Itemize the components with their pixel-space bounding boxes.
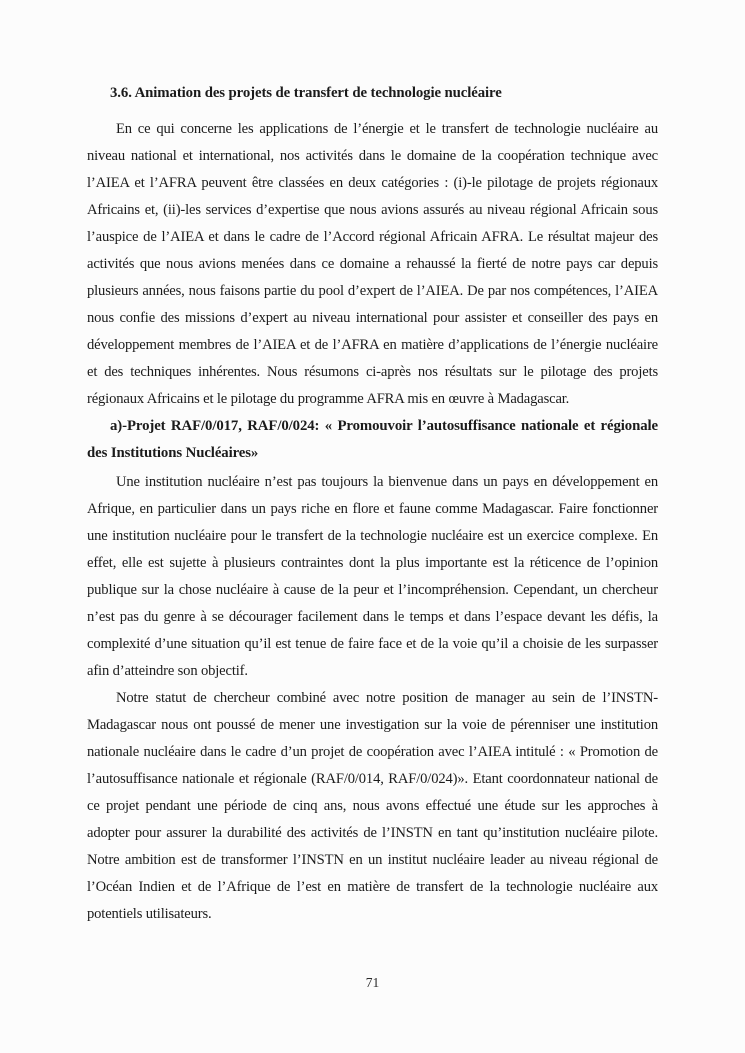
page-content xyxy=(87,80,658,928)
paragraph-statut-chercheur: Notre statut de chercheur combiné avec notre position de manager au sein de l’INSTN-Madagascar nous ont poussé de mener une investigation sur la voie de pérenniser une institution nationale nucléaire dans le cadre d’un projet de coopération avec l’AIEA intitulé : « Promotion de l’autosuffisance nationale et régionale (RAF/0/014, RAF/0/024)». Etant coordonnateur national de ce projet pendant une période de cinq ans, nous avons effectué une étude sur les approches à adopter pour assurer la durabilité des activités de l’INSTN en tant qu’institution nucléaire pilote. Notre ambition est de transformer l’INSTN en un institut nucléaire leader au niveau régional de l’Océan Indien et de l’Afrique de l’est en matière de transfert de la technologie nucléaire aux potentiels utilisateurs. xyxy=(87,690,658,922)
paragraph-institution-nucleaire: Une institution nucléaire n’est pas toujours la bienvenue dans un pays en développement en Afrique, en particulier dans un pays riche en flore et faune comme Madagascar. Faire fonctionner une institution nucléaire pour le transfert de la technologie nucléaire est un exercice complexe. En effet, elle est sujette à plusieurs contraintes dont la plus importante est la réticence de l’opinion publique sur la chose nucléaire à cause de la peur et l’incompréhension. Cependant, un chercheur n’est pas du genre à se décourager facilement dans le temps et dans l’espace devant les défis, la complexité d’une situation qu’il est tenue de faire face et de la voie qu’il a choisie de les surpasser afin d’atteindre son objectif. xyxy=(87,474,658,679)
subsection-heading-projet-raf: a)-Projet RAF/0/017, RAF/0/024: « Promouvoir l’autosuffisance nationale et régionale des Institutions Nucléaires» xyxy=(87,418,658,461)
paragraph-intro: En ce qui concerne les applications de l’énergie et le transfert de technologie nucléaire au niveau national et international, nos activités dans le domaine de la coopération technique avec l’AIEA et l’AFRA peuvent être classées en deux catégories : (i)-le pilotage de projets régionaux Africains et, (ii)-les services d’expertise que nous avions assurés au niveau régional Africain sous l’auspice de l’AIEA et dans le cadre de l’Accord régional Africain AFRA. Le résultat majeur des activités que nous avions menées dans ce domaine a rehaussé la fierté de notre pays car depuis plusieurs années, nous faisons partie du pool d’expert de l’AIEA. De par nos compétences, l’AIEA nous confie des missions d’expert au niveau international pour assister et conseiller des pays en développement membres de l’AIEA et de l’AFRA en matière d’applications de l’énergie nucléaire et des techniques inhérentes. Nous résumons ci-après nos résultats sur le pilotage des projets régionaux Africains et le pilotage du programme AFRA mis en œuvre à Madagascar. xyxy=(87,121,658,407)
page-number: 71 xyxy=(365,975,380,990)
section-heading: 3.6. Animation des projets de transfert de technologie nucléaire xyxy=(110,85,502,101)
